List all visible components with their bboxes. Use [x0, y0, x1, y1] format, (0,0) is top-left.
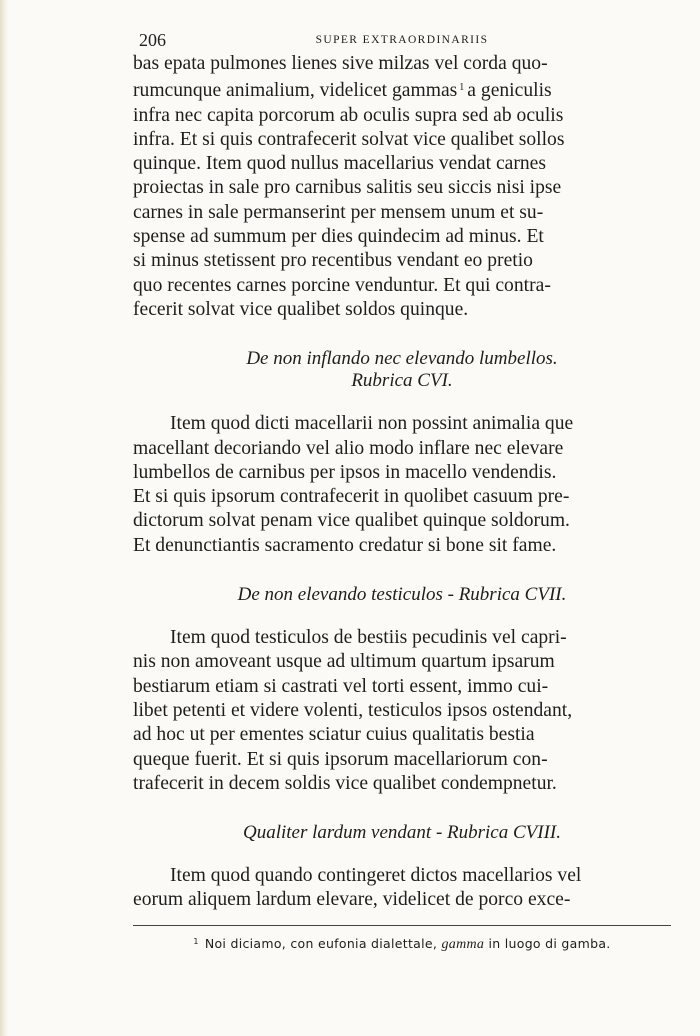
- text-line: Et denunctiantis sacramento credatur si bone sit fame.: [133, 534, 557, 556]
- footnote-italic-word: gamma: [441, 936, 485, 952]
- text-line: proiectas in sale pro carnibus salitis seu siccis nisi ipse: [133, 177, 562, 199]
- text-line: si minus stetissent pro recentibus vendant eo pretio: [133, 250, 533, 272]
- footnote-separator: [133, 925, 671, 926]
- footnote-text-end: in luogo di gamba.: [488, 935, 611, 951]
- section-rubrica-cvii: [133, 584, 671, 796]
- text-line: infra. Et si quis contrafecerit solvat vice qualibet sollos: [133, 128, 565, 150]
- text-line: dictorum solvat penam vice qualibet quinque soldorum.: [133, 510, 570, 532]
- page-number: 206: [139, 30, 166, 50]
- text-line: macellant decoriando vel alio modo inflare nec elevare: [133, 437, 564, 459]
- text-line: spense ad summum per dies quindecim ad minus. Et: [133, 226, 544, 248]
- text-line: infra nec capita porcorum ab oculis supra sed ab oculis: [133, 104, 564, 126]
- section-continuation: [133, 52, 671, 322]
- footnote-number: 1: [193, 936, 199, 946]
- text-line: ad hoc ut per ementes sciatur cuius qualitatis bestia: [133, 724, 535, 746]
- section-rubrica-cvi: [133, 348, 671, 558]
- text-line: carnes in sale permanserint per mensem unum et su-: [133, 201, 544, 223]
- book-page: [133, 28, 671, 953]
- text-line: Item quod testiculos de bestiis pecudinis vel capri-: [170, 627, 567, 649]
- section-heading: De non elevando testiculos - Rubrica CVII.: [237, 584, 567, 606]
- footnote: [133, 936, 671, 953]
- text-line: quinque. Item quod nullus macellarius vendat carnes: [133, 153, 546, 175]
- section-heading: Qualiter lardum vendant - Rubrica CVIII.: [242, 822, 562, 844]
- text-line: Item quod dicti macellarii non possint animalia que: [170, 413, 574, 435]
- text-line: nis non amoveant usque ad ultimum quartum ipsarum: [133, 651, 555, 673]
- running-title: SUPER EXTRAORDINARIIS: [315, 34, 489, 46]
- footnote-text: Noi diciamo, con eufonia dialettale,: [204, 935, 438, 951]
- text-line: rumcunque animalium, videlicet gammas $^1$ a geniculis: [133, 80, 552, 102]
- section-heading: De non inflando nec elevando lumbellos.: [246, 348, 558, 370]
- text-line: bas epata pulmones lienes sive milzas vel corda quo-: [133, 53, 548, 74]
- text-line: Item quod quando contingeret dictos macellarios vel: [170, 865, 582, 887]
- text-line: quo recentes carnes porcine venduntur. Et qui contra-: [133, 274, 551, 296]
- section-heading-rubrica: Rubrica CVI.: [351, 370, 453, 392]
- text-line: bestiarum etiam si castrati vel torti essent, immo cui-: [133, 675, 549, 697]
- running-head: [133, 28, 671, 52]
- text-line: lumbellos de carnibus per ipsos in macello vendendis.: [133, 461, 557, 483]
- text-line: fecerit solvat vice qualibet soldos quinque.: [133, 298, 469, 320]
- text-line: libet petenti et videre volenti, testiculos ipsos ostendant,: [133, 699, 573, 721]
- text-line: trafecerit in decem soldis vice qualibet condempnetur.: [133, 772, 557, 794]
- footnote-reference: 1: [459, 82, 465, 94]
- page-edge: [0, 0, 8, 1036]
- section-rubrica-cviii: [133, 822, 671, 913]
- text-line: Et si quis ipsorum contrafecerit in quolibet casuum pre-: [133, 486, 570, 508]
- text-line: queque fuerit. Et si quis ipsorum macellariorum con-: [133, 748, 548, 770]
- text-line: eorum aliquem lardum elevare, videlicet de porco exce-: [133, 889, 571, 911]
